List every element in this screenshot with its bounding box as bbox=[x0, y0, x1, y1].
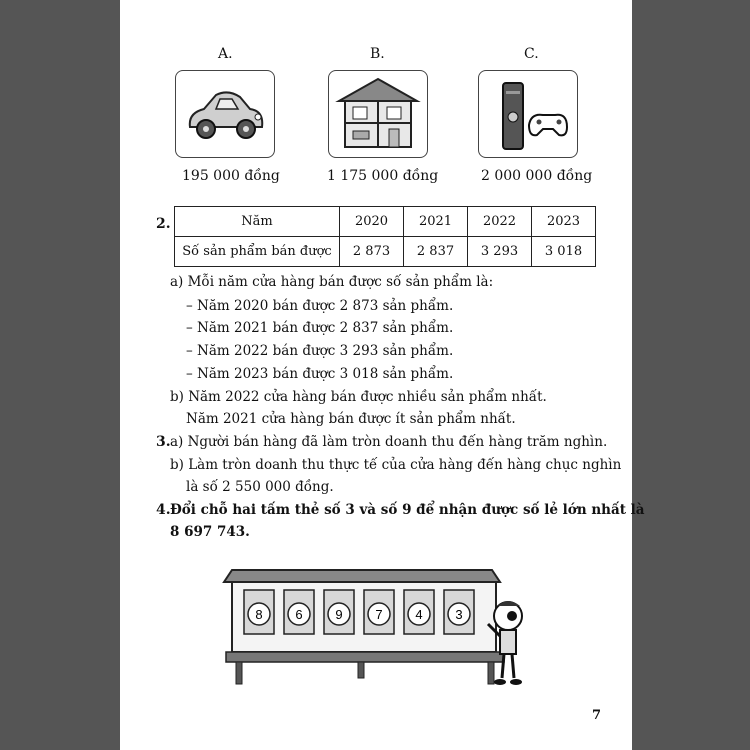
question-4-number: 4. bbox=[156, 502, 171, 518]
q2-b-line2: Năm 2021 cửa hàng bán được ít sản phẩm nhất. bbox=[186, 411, 516, 427]
q3-b-line1: b) Làm tròn doanh thu thực tế của cửa hàng đến hàng chục nghìn bbox=[170, 457, 622, 473]
q2-a-item: – Năm 2022 bán được 3 293 sản phẩm. bbox=[186, 343, 454, 359]
option-a-image-box[interactable] bbox=[175, 70, 275, 158]
q2-a-intro: a) Mỗi năm cửa hàng bán được số sản phẩm là: bbox=[170, 274, 494, 290]
table-header-row bbox=[175, 207, 596, 237]
option-c-image-box[interactable] bbox=[478, 70, 578, 158]
card-digit: 3 bbox=[455, 607, 463, 622]
doll-house-icon bbox=[329, 71, 427, 157]
q4-line1: Đổi chỗ hai tấm thẻ số 3 và số 9 để nhận được số lẻ lớn nhất là bbox=[170, 502, 645, 518]
q2-a-item: – Năm 2021 bán được 2 837 sản phẩm. bbox=[186, 320, 454, 336]
table-row bbox=[175, 237, 596, 267]
page-number: 7 bbox=[592, 708, 602, 723]
q2-a-item: – Năm 2023 bán được 3 018 sản phẩm. bbox=[186, 366, 454, 382]
number-card[interactable] bbox=[244, 590, 274, 634]
table-header-cell: 2020 bbox=[340, 207, 404, 237]
q4-line2: 8 697 743. bbox=[170, 524, 250, 540]
question-3-number: 3. bbox=[156, 434, 171, 450]
q2-a-item: – Năm 2020 bán được 2 873 sản phẩm. bbox=[186, 298, 454, 314]
table-cell: 3 018 bbox=[532, 237, 596, 267]
q3-a: a) Người bán hàng đã làm tròn doanh thu đến hàng trăm nghìn. bbox=[170, 434, 608, 450]
left-frame bbox=[0, 0, 120, 750]
table-cell: 2 873 bbox=[340, 237, 404, 267]
card-digit: 6 bbox=[295, 607, 303, 622]
number-card[interactable] bbox=[444, 590, 474, 634]
option-b-price: 1 175 000 đồng bbox=[327, 168, 439, 184]
table-cell: 3 293 bbox=[468, 237, 532, 267]
table-header-cell: 2022 bbox=[468, 207, 532, 237]
q3-b-line2: là số 2 550 000 đồng. bbox=[186, 479, 334, 495]
table-header-cell: Năm bbox=[175, 207, 340, 237]
table-header-cell: 2021 bbox=[404, 207, 468, 237]
q2-b-line1: b) Năm 2022 cửa hàng bán được nhiều sản phẩm nhất. bbox=[170, 389, 547, 405]
card-stall-illustration bbox=[218, 566, 528, 690]
option-c-price: 2 000 000 đồng bbox=[481, 168, 593, 184]
option-b-letter: B. bbox=[370, 46, 385, 62]
number-card[interactable] bbox=[284, 590, 314, 634]
number-card[interactable] bbox=[404, 590, 434, 634]
card-digit: 8 bbox=[255, 607, 263, 622]
card-digit: 7 bbox=[375, 607, 383, 622]
question-2-number: 2. bbox=[156, 216, 171, 232]
toy-car-icon bbox=[176, 71, 274, 157]
sales-table bbox=[174, 206, 596, 267]
table-cell: Số sản phẩm bán được bbox=[175, 237, 340, 267]
option-a-letter: A. bbox=[218, 46, 233, 62]
game-console-icon bbox=[479, 71, 577, 157]
option-c-letter: C. bbox=[524, 46, 539, 62]
stall-drawing bbox=[218, 566, 528, 690]
number-card[interactable] bbox=[364, 590, 394, 634]
table-cell: 2 837 bbox=[404, 237, 468, 267]
right-frame bbox=[632, 0, 750, 750]
option-a-price: 195 000 đồng bbox=[182, 168, 280, 184]
number-card[interactable] bbox=[324, 590, 354, 634]
card-digit: 9 bbox=[335, 607, 343, 622]
table-header-cell: 2023 bbox=[532, 207, 596, 237]
card-digit: 4 bbox=[415, 607, 423, 622]
option-b-image-box[interactable] bbox=[328, 70, 428, 158]
